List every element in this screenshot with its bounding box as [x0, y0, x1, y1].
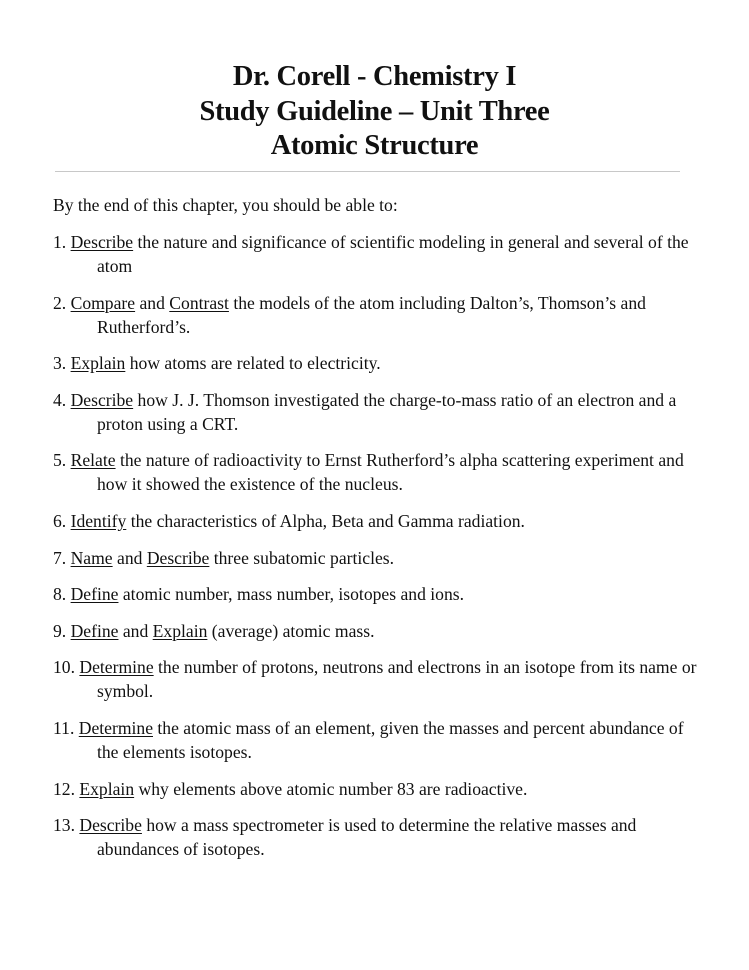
objective-item — [53, 813, 703, 861]
objective-number: 12. — [53, 778, 80, 799]
objective-text: how a mass spectrometer is used to determine the relative masses and abundances of isotopes. — [97, 815, 637, 860]
objective-verb: Define — [70, 620, 119, 641]
objective-text: (average) atomic mass. — [207, 620, 375, 641]
title-line-course: Dr. Corell - Chemistry I — [232, 61, 517, 92]
objective-text: the number of protons, neutrons and electrons in an isotope from its name or symbol. — [97, 657, 697, 702]
objective-item — [53, 777, 703, 801]
objective-number: 11. — [53, 717, 79, 738]
objective-verb: Relate — [70, 450, 116, 471]
objective-text: and — [118, 620, 153, 641]
objective-verb: Describe — [70, 232, 134, 252]
objective-verb: Name — [70, 547, 113, 568]
document-title — [0, 60, 749, 164]
objective-number: 4. — [53, 389, 71, 410]
objective-text: the nature of radioactivity to Ernst Rutherford’s alpha scattering experiment and how it showed the existence of the nucleus. — [97, 450, 684, 495]
objective-verb: Define — [70, 584, 119, 605]
objective-item — [53, 388, 703, 436]
title-line-unit: Study Guideline – Unit Three — [199, 95, 550, 127]
objective-item — [53, 351, 703, 375]
objective-text: atomic number, mass number, isotopes and ions. — [118, 584, 464, 605]
objective-verb: Explain — [70, 353, 126, 374]
objective-number: 13. — [53, 815, 80, 836]
title-line-topic: Atomic Structure — [270, 130, 479, 161]
objective-number: 5. — [53, 450, 71, 471]
objective-verb: Compare — [70, 292, 136, 313]
objective-text: how J. J. Thomson investigated the charge-to-mass ratio of an electron and a proton using a CRT. — [97, 389, 677, 434]
objective-text: the atomic mass of an element, given the masses and percent abundance of the elements isotopes. — [97, 717, 684, 762]
objective-verb: Identify — [70, 510, 127, 531]
objective-verb: Contrast — [169, 292, 229, 313]
objective-item — [53, 291, 703, 339]
objective-number: 2. — [53, 292, 71, 313]
objective-verb: Determine — [79, 657, 154, 678]
objective-text: three subatomic particles. — [209, 547, 395, 568]
objective-item — [53, 655, 703, 703]
objective-item — [53, 716, 703, 764]
objectives-list — [53, 230, 703, 874]
objective-text: the nature and significance of scientific modeling in general and several of the atom — [97, 232, 689, 276]
objective-number: 9. — [53, 620, 71, 641]
objective-item — [53, 448, 703, 496]
objective-verb: Describe — [70, 389, 134, 410]
objective-number: 7. — [53, 547, 71, 568]
objective-text: and — [135, 292, 170, 313]
objective-text: the models of the atom including Dalton’s, Thomson’s and Rutherford’s. — [97, 292, 646, 337]
intro-text: By the end of this chapter, you should be able to: — [53, 195, 398, 215]
objective-verb: Determine — [78, 717, 153, 738]
objective-verb: Describe — [146, 547, 210, 568]
objective-number: 6. — [53, 510, 71, 531]
objective-item — [53, 582, 703, 606]
objective-number: 3. — [53, 353, 71, 374]
objective-text: why elements above atomic number 83 are radioactive. — [134, 778, 528, 799]
horizontal-divider — [55, 171, 680, 172]
objective-item — [53, 230, 703, 278]
objective-verb: Describe — [79, 815, 142, 836]
objective-item — [53, 509, 703, 533]
objective-item — [53, 546, 703, 570]
objective-number: 1. — [53, 232, 71, 252]
objective-text: and — [112, 547, 147, 568]
objective-verb: Explain — [79, 778, 135, 799]
objective-number: 8. — [53, 584, 71, 605]
objective-text: the characteristics of Alpha, Beta and Gamma radiation. — [126, 510, 525, 531]
objective-text: how atoms are related to electricity. — [125, 353, 381, 374]
objective-number: 10. — [53, 657, 80, 678]
objective-verb: Explain — [152, 620, 208, 641]
objective-item — [53, 619, 703, 643]
